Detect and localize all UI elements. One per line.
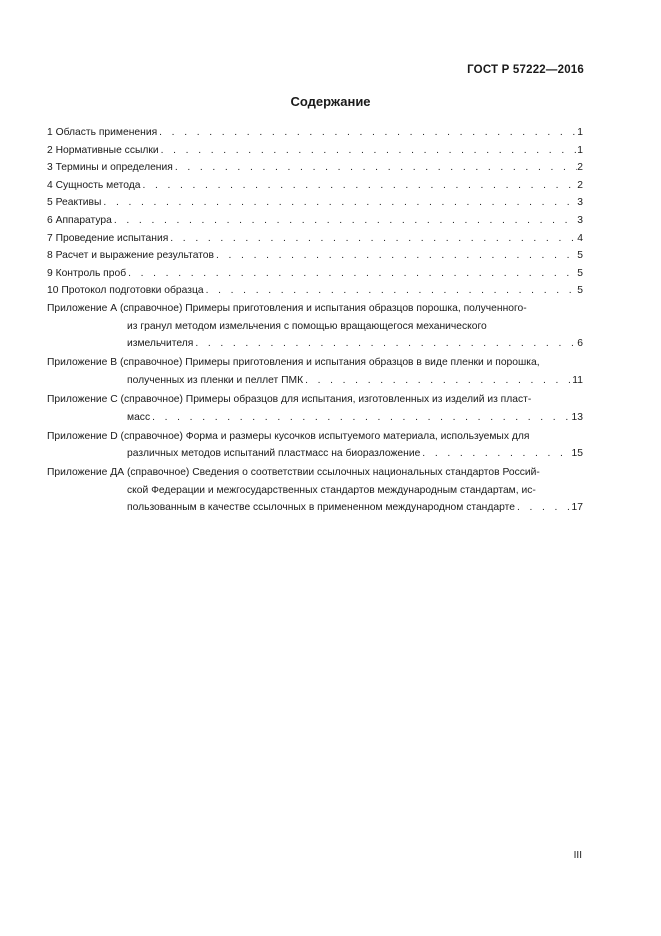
- dot-leader: [193, 335, 577, 353]
- annex-title-line: из гранул методом измельчения с помощью вращающегося механического: [127, 320, 487, 332]
- dot-leader: [168, 230, 577, 248]
- toc-entry-page: 11: [572, 374, 583, 386]
- annex-entry: [47, 464, 583, 518]
- dot-leader: [112, 212, 577, 230]
- annex-entry: [47, 354, 583, 391]
- toc-entry: [47, 282, 583, 300]
- dot-leader: [101, 194, 577, 212]
- annex-title-line: Приложение ДА (справочное) Сведения о соответствии ссылочных национальных стандартов Россий-: [47, 467, 540, 479]
- dot-leader: [214, 247, 577, 265]
- toc-entry-page: 17: [571, 502, 583, 514]
- annex-last-line: [47, 372, 583, 390]
- annex-entry: [47, 300, 583, 354]
- toc-entry-title: 9 Контроль проб: [47, 267, 127, 279]
- toc-entry: [47, 159, 583, 177]
- annex-title-line: Приложение С (справочное) Примеры образцов для испытания, изготовленных из изделий из пласт-: [47, 393, 532, 405]
- toc-entry-title: 7 Проведение испытания: [47, 232, 169, 244]
- toc-entry-title: 3 Термины и определения: [47, 162, 173, 174]
- dot-leader: [515, 499, 572, 517]
- toc-entry-title: 2 Нормативные ссылки: [47, 144, 159, 156]
- toc-entry: [47, 212, 583, 230]
- annex-entry: [47, 428, 583, 465]
- dot-leader: [303, 372, 572, 390]
- toc-entry-title: полученных из пленки и пеллет ПМК: [127, 374, 304, 386]
- page-number: III: [573, 850, 582, 861]
- toc-entry-page: 15: [571, 448, 583, 460]
- toc-entry-title: измельчителя: [127, 338, 194, 350]
- toc-entry-title: 10 Протокол подготовки образца: [47, 285, 204, 297]
- dot-leader: [157, 124, 577, 142]
- toc-entry-title: пользованным в качестве ссылочных в примененном международном стандарте: [127, 502, 515, 514]
- toc-entry-page: 3: [577, 197, 583, 209]
- annex-title-line: ской Федерации и межгосударственных стандартов международным стандартам, ис-: [127, 484, 536, 496]
- dot-leader: [140, 177, 577, 195]
- toc-entry-page: 2: [577, 162, 583, 174]
- dot-leader: [204, 282, 578, 300]
- toc-entry-page: 5: [577, 267, 583, 279]
- toc-entry-page: 5: [577, 250, 583, 262]
- toc-entry-title: 8 Расчет и выражение результатов: [47, 250, 214, 262]
- document-code: ГОСТ Р 57222—2016: [467, 64, 584, 76]
- toc-entry-page: 5: [577, 285, 583, 297]
- toc-entry-title: 6 Аппаратура: [47, 214, 112, 226]
- toc-entry: [47, 124, 583, 142]
- toc-entry-title: различных методов испытаний пластмасс на биоразложение: [127, 448, 421, 460]
- toc-entry-title: 1 Область применения: [47, 127, 158, 138]
- toc-entry-title: масс: [127, 411, 151, 423]
- toc-entry: [47, 142, 583, 160]
- dot-leader: [159, 142, 578, 160]
- toc-entry-title: 5 Реактивы: [47, 197, 102, 209]
- toc-entry-page: 1: [577, 144, 583, 156]
- dot-leader: [150, 409, 571, 427]
- toc-entry-page: 13: [571, 411, 583, 423]
- dot-leader: [126, 265, 577, 283]
- toc-entry: [47, 194, 583, 212]
- annex-title-line: Приложение А (справочное) Примеры приготовления и испытания образцов порошка, полученного-: [47, 302, 527, 314]
- annex-last-line: [47, 499, 583, 517]
- table-of-contents: [47, 124, 583, 519]
- toc-entry-page: 2: [577, 179, 583, 191]
- dot-leader: [173, 159, 577, 177]
- toc-entry-title: 4 Сущность метода: [47, 179, 141, 191]
- toc-entry-page: 3: [577, 214, 583, 226]
- annex-last-line: [47, 445, 583, 463]
- toc-annexes: [47, 300, 583, 519]
- toc-entry-page: 6: [577, 338, 583, 350]
- annex-last-line: [47, 409, 583, 427]
- annex-last-line: [47, 335, 583, 353]
- annex-entry: [47, 391, 583, 428]
- toc-entry-page: 1: [577, 127, 583, 138]
- toc-entry: [47, 230, 583, 248]
- annex-title-line: Приложение D (справочное) Форма и размеры кусочков испытуемого материала, используемых для: [47, 430, 530, 442]
- toc-entries: [47, 124, 583, 300]
- toc-entry: [47, 247, 583, 265]
- toc-entry-page: 4: [577, 232, 583, 244]
- dot-leader: [420, 445, 571, 463]
- toc-entry: [47, 177, 583, 195]
- annex-title-line: Приложение В (справочное) Примеры приготовления и испытания образцов в виде пленки и порошка,: [47, 357, 540, 369]
- page-title: Содержание: [290, 94, 371, 109]
- toc-entry: [47, 265, 583, 283]
